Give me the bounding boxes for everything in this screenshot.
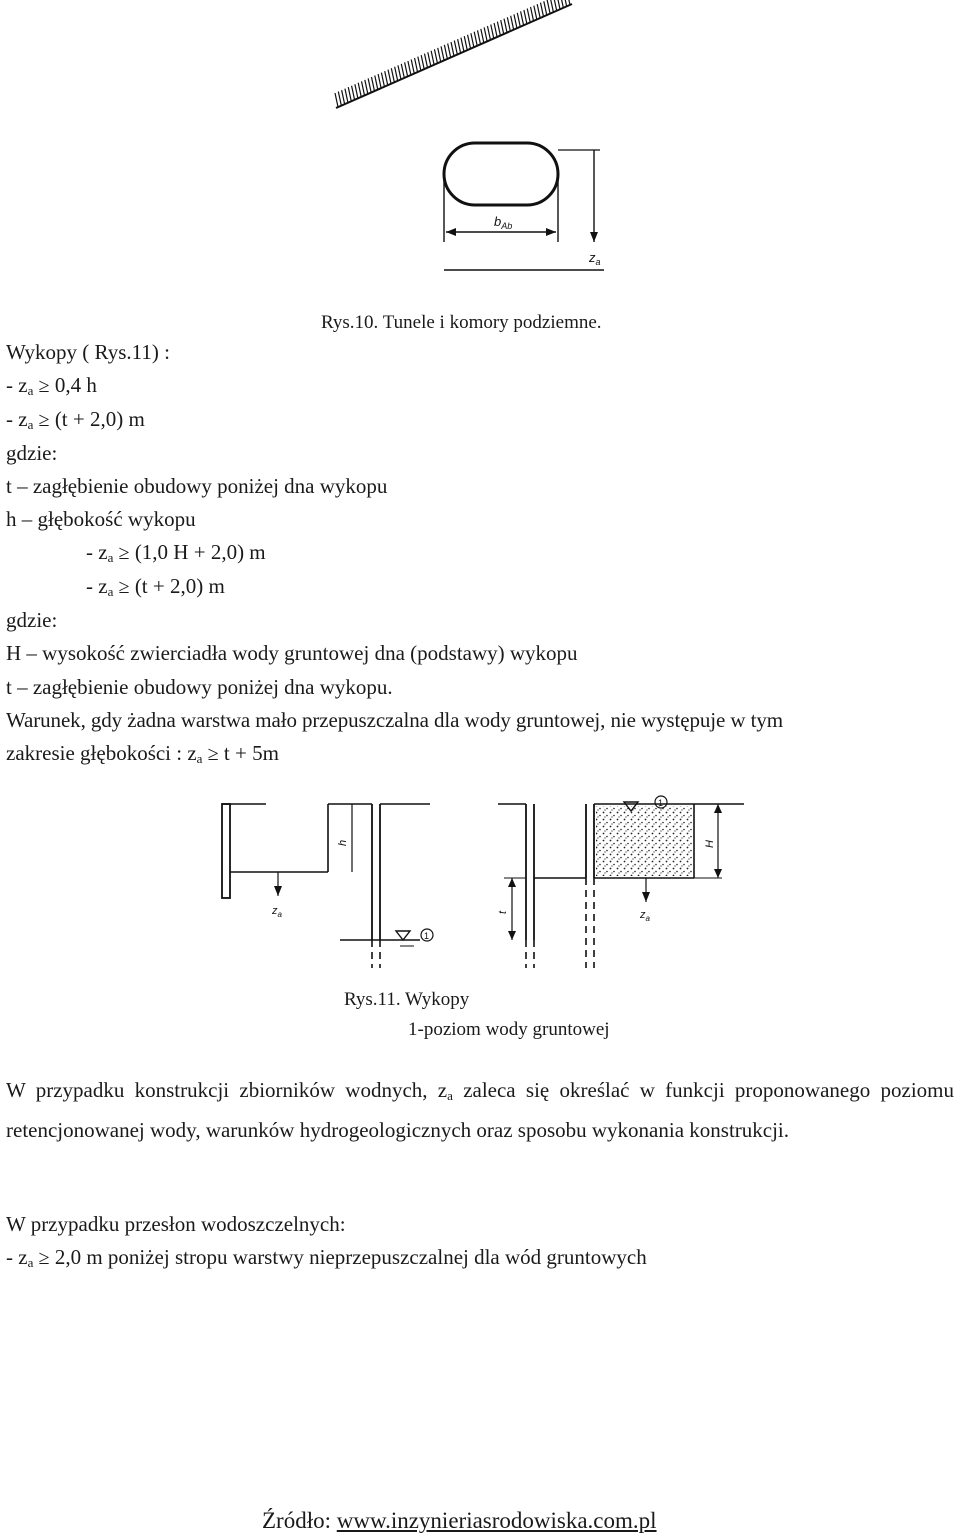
fig11-right-label-z: $z_a$ [640, 909, 650, 923]
hatch-stroke [557, 0, 560, 9]
hatch-stroke [567, 0, 570, 5]
formula-line-2: - $z_a \ge (t + 2,0)$ m [6, 407, 145, 432]
hatch-stroke [441, 46, 444, 60]
hatch-stroke [474, 32, 477, 46]
hatch-stroke [358, 83, 361, 97]
where-label-2: gdzie: [6, 608, 58, 632]
definition-t-2: t – zagłębienie obudowy poniżej dna wykopu. [6, 675, 393, 699]
hatch-stroke [560, 0, 563, 8]
soil-fill-region [596, 806, 692, 876]
definition-H: H – wysokość zwierciadła wody gruntowej dna (podstawy) wykopu [6, 641, 578, 665]
hatch-stroke [458, 39, 461, 53]
hatch-stroke [534, 6, 537, 20]
fig11-right-marker: 1 [658, 798, 664, 808]
fig11-left-marker: 1 [424, 931, 430, 941]
hatch-stroke [415, 58, 418, 72]
where-label-1: gdzie: [6, 441, 58, 465]
hatch-stroke [547, 0, 550, 14]
label-b-ab: $b_{Ab}$ [494, 214, 513, 231]
hatch-stroke [514, 14, 517, 28]
hatch-stroke [395, 67, 398, 81]
hatch-stroke [424, 54, 427, 68]
hatch-stroke [554, 0, 557, 11]
hatch-stroke [444, 45, 447, 59]
ground-hatching [335, 0, 570, 107]
fig11-right-label-t: t [497, 910, 509, 914]
hatch-stroke [491, 25, 494, 39]
hatch-stroke [362, 81, 365, 95]
hatch-stroke [540, 3, 543, 17]
hatch-stroke [544, 1, 547, 15]
hatch-stroke [338, 92, 341, 106]
hatch-stroke [497, 22, 500, 36]
hatch-stroke [448, 43, 451, 57]
hatch-stroke [524, 10, 527, 24]
hatch-stroke [517, 13, 520, 27]
hatch-stroke [375, 76, 378, 90]
hatch-stroke [478, 30, 481, 44]
hatch-stroke [438, 48, 441, 62]
hatch-stroke [388, 70, 391, 84]
condition-line-1: Warunek, gdy żadna warstwa mało przepuszczalna dla wody gruntowej, nie występuje w tym [6, 708, 783, 732]
hatch-stroke [521, 11, 524, 25]
hatch-stroke [511, 16, 514, 30]
hatch-stroke [461, 38, 464, 52]
hatch-stroke [365, 80, 368, 94]
source-link[interactable]: www.inzynieriasrodowiska.com.pl [336, 1508, 657, 1533]
hatch-stroke [550, 0, 553, 12]
tunnel-cross-section [444, 143, 558, 205]
hatch-stroke [504, 19, 507, 33]
figure-10-caption: Rys.10. Tunele i komory podziemne. [321, 312, 602, 333]
hatch-stroke [484, 27, 487, 41]
hatch-stroke [431, 51, 434, 65]
cutoff-formula: - $z_a \ge 2,0$ m poniżej stropu warstwy nieprzepuszczalnej dla wód gruntowych [6, 1245, 647, 1270]
figure-11-caption: Rys.11. Wykopy [344, 989, 470, 1010]
hatch-stroke [487, 26, 490, 40]
formula-line-1: - $z_a \ge 0,4$ h [6, 373, 97, 398]
hatch-stroke [381, 73, 384, 87]
hatch-stroke [411, 59, 414, 73]
figure-11-legend: 1-poziom wody gruntowej [408, 1019, 610, 1040]
fig11-left-label-h: h [337, 839, 349, 846]
hatch-stroke [531, 7, 534, 21]
formula-line-3: - $z_a \ge (1,0$ H + 2,0) m [86, 540, 266, 565]
fig11-left-label-z: $z_a$ [272, 905, 282, 919]
hatch-stroke [537, 4, 540, 18]
hatch-stroke [418, 57, 421, 71]
hatch-stroke [564, 0, 567, 6]
label-z-a: $z_a$ [589, 250, 601, 267]
hatch-stroke [371, 77, 374, 91]
hatch-stroke [428, 52, 431, 66]
fig11-right-label-H: H [704, 840, 716, 848]
hatch-stroke [434, 49, 437, 63]
cutoff-heading: W przypadku przesłon wodoszczelnych: [6, 1212, 346, 1236]
condition-line-2: zakresie głębokości : $z_a \ge t + 5m$ [6, 741, 279, 766]
hatch-stroke [421, 55, 424, 69]
hatch-stroke [451, 42, 454, 56]
excavations-heading: Wykopy ( Rys.11) : [6, 340, 170, 364]
hatch-stroke [378, 74, 381, 88]
excavation-left [222, 804, 430, 968]
figure-11-excavation-diagram [0, 790, 960, 990]
hatch-stroke [368, 78, 371, 92]
source-footer: Źródło: www.inzynieriasrodowiska.com.pl [262, 1508, 657, 1533]
hatch-stroke [391, 68, 394, 82]
hatch-stroke [385, 71, 388, 85]
hatch-stroke [348, 87, 351, 101]
hatch-stroke [398, 65, 401, 79]
definition-t: t – zagłębienie obudowy poniżej dna wykopu [6, 474, 388, 498]
hatch-stroke [408, 61, 411, 75]
hatch-stroke [352, 86, 355, 100]
hatch-stroke [355, 84, 358, 98]
hatch-stroke [454, 41, 457, 55]
hatch-stroke [405, 62, 408, 76]
figure-10-tunnel-diagram [0, 0, 960, 300]
definition-h: h – głębokość wykopu [6, 507, 196, 531]
hatch-stroke [507, 17, 510, 31]
hatch-stroke [481, 29, 484, 43]
hatch-stroke [501, 20, 504, 34]
hatch-stroke [527, 8, 530, 22]
hatch-stroke [335, 93, 338, 107]
hatch-stroke [342, 90, 345, 104]
hatch-stroke [494, 23, 497, 37]
hatch-stroke [468, 35, 471, 49]
formula-line-4: - $z_a \ge (t + 2,0)$ m [86, 574, 225, 599]
hatch-stroke [345, 89, 348, 103]
hatch-stroke [464, 36, 467, 50]
reservoir-paragraph: W przypadku konstrukcji zbiorników wodnych, $z_a$ zaleca się określać w funkcji proponowanego poziomu retencjonowanej wody, warunków hydrogeologicznych oraz sposobu wykonania konstrukcji. [6, 1078, 954, 1142]
hatch-stroke [471, 33, 474, 47]
hatch-stroke [401, 64, 404, 78]
